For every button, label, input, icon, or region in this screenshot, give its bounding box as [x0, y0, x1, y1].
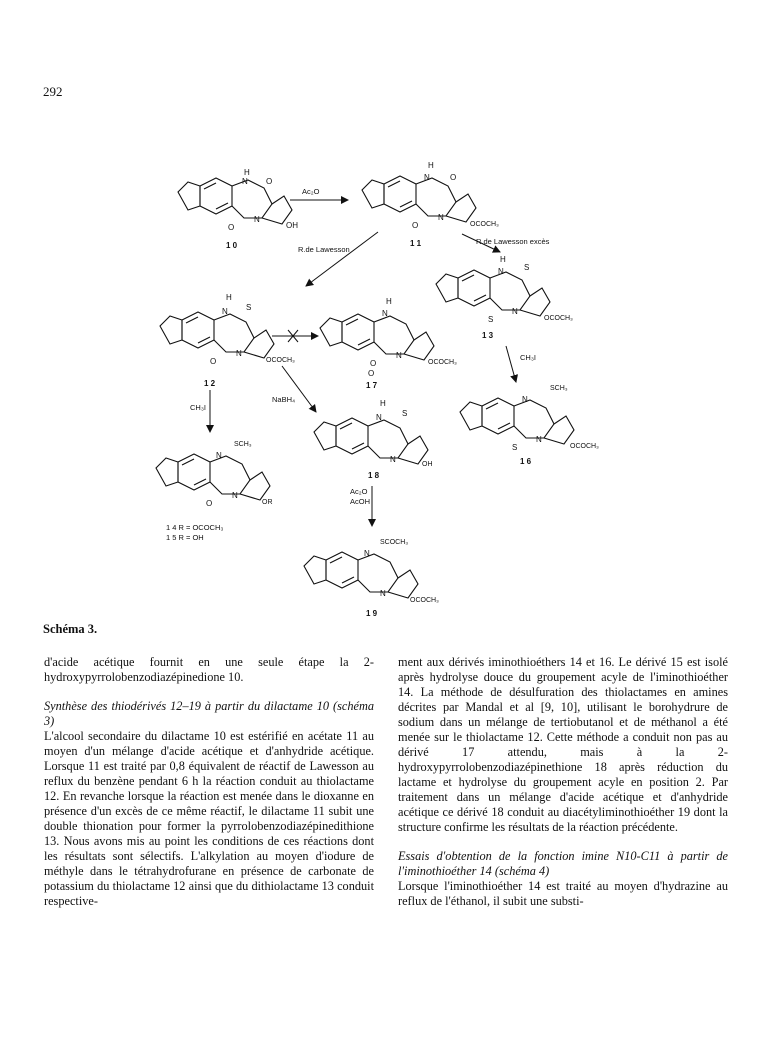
- label-compound-12: 1 2: [204, 379, 216, 388]
- atom-n: N: [424, 173, 430, 182]
- atom-o: O: [266, 177, 273, 186]
- reagent-ch3i-a: CH₃I: [190, 403, 206, 412]
- reagent-ac2o-b: Ac₂O: [350, 487, 368, 496]
- label-compound-18: 1 8: [368, 471, 380, 480]
- atom-o: O: [412, 221, 419, 230]
- paragraph: d'acide acétique fournit en une seule étape la 2-hydroxypyrrolobenzodiazépinedione 10.: [44, 655, 374, 684]
- atom-n: N: [216, 451, 222, 460]
- atom-s: S: [488, 315, 494, 324]
- atom-s: S: [402, 409, 408, 418]
- substituent-sch3: SCH₃: [234, 441, 252, 448]
- right-column: [398, 655, 728, 909]
- label-compound-19: 1 9: [366, 609, 378, 618]
- section-heading: Essais d'obtention de la fonction imine N10-C11 à partir de l'iminothioéther 14 (schéma 4): [398, 849, 728, 878]
- paragraph: ment aux dérivés iminothioéthers 14 et 16. Le dérivé 15 est isolé après hydrolyse douce du groupement acyle de l'iminothioéther 14. La méthode de désulfuration des thiolactames en amines décrites par Mandal et al [9, 10], utilisant le borohydrure de sodium dans un mélange de tertiobutanol et de méthanol a été menée sur le thiolactame 12. Cette méthode a conduit non pas au dérivé 17 attendu, mais à la 2-hydroxypyrrolobenzodiazépinethione 18 après réduction du lactame et hydrolyse du groupement acyle en position 2. Par traitement dans un mélange d'acide acétique et d'anhydride acétique ce dérivé 18 conduit au diacétyliminothioéther 19 dont la structure confirme les résultats de la réaction précédente.: [398, 655, 728, 834]
- atom-n: N: [232, 491, 238, 500]
- atom-n: N: [380, 589, 386, 598]
- substituent-ococh3: OCOCH₃: [544, 315, 573, 322]
- substituent-ococh3: OCOCH₃: [410, 597, 439, 604]
- atom-o: O: [370, 359, 377, 368]
- paragraph: L'alcool secondaire du dilactame 10 est estérifié en acétate 11 au moyen d'un mélange d'acide acétique et d'anhydride acétique. Lorsque 11 est traité par 0,8 équivalent de réactif de Lawesson au reflux du benzène pendant 6 h la réaction conduit au thiolactame 12. En revanche lorsque la réaction est menée dans le dioxanne en présence d'un excès de ce même réactif, le dilactame 11 subit une double thionation pour former la pyrrolobenzodiazépinedithione 13. Nous avons mis au point les conditions de ces réactions dont les résultats sont sélectifs. L'alkylation au moyen d'iodure de méthyle dans le tétrahydrofurane en présence de carbonate de potassium du thiolactame 12 ainsi que du dithiolactame 13 conduit respective-: [44, 729, 374, 908]
- scheme-caption: Schéma 3.: [43, 622, 98, 636]
- atom-h: H: [428, 161, 434, 170]
- substituent-oh: OH: [422, 461, 433, 468]
- page-number: 292: [43, 84, 63, 99]
- substituent-ococh3: OCOCH₃: [428, 359, 457, 366]
- label-compound-11: 1 1: [410, 239, 422, 248]
- atom-n: N: [364, 549, 370, 558]
- label-compound-10: 1 0: [226, 241, 238, 250]
- label-compound-17: 1 7: [366, 381, 378, 390]
- substituent-scoch3: SCOCH₃: [380, 539, 409, 546]
- atom-n: N: [396, 351, 402, 360]
- substituent-ococh3: OCOCH₃: [570, 443, 599, 450]
- atom-h: H: [380, 399, 386, 408]
- atom-h: H: [226, 293, 232, 302]
- substituent-sch3: SCH₃: [550, 385, 568, 392]
- legend-compound-15: 1 5 R = OH: [166, 533, 204, 542]
- reagent-acoh: AcOH: [350, 497, 371, 506]
- reagent-lawesson-excess: R.de Lawesson excès: [476, 237, 550, 246]
- atom-h: H: [500, 255, 506, 264]
- reagent-lawesson: R.de Lawesson: [298, 245, 350, 254]
- substituent-ococh3: OCOCH₃: [266, 357, 295, 364]
- atom-n: N: [254, 215, 260, 224]
- section-heading: Synthèse des thiodérivés 12–19 à partir du dilactame 10 (schéma 3): [44, 699, 374, 728]
- atom-n: N: [536, 435, 542, 444]
- left-column: [44, 655, 374, 909]
- label-compound-13: 1 3: [482, 331, 494, 340]
- atom-n: N: [438, 213, 444, 222]
- atom-n: N: [222, 307, 228, 316]
- atom-o: O: [450, 173, 457, 182]
- atom-n: N: [236, 349, 242, 358]
- atom-o: O: [368, 369, 375, 378]
- atom-o: O: [210, 357, 217, 366]
- atom-h: H: [244, 168, 250, 177]
- atom-n: N: [382, 309, 388, 318]
- atom-h: H: [386, 297, 392, 306]
- reagent-ch3i-b: CH₃I: [520, 353, 536, 362]
- substituent-ococh3: OCOCH₃: [470, 221, 499, 228]
- paragraph: Lorsque l'iminothioéther 14 est traité au moyen d'hydrazine au reflux de l'éthanol, il subit une substi-: [398, 879, 728, 908]
- atom-s: S: [512, 443, 518, 452]
- atom-o: O: [228, 223, 235, 232]
- atom-o: O: [206, 499, 213, 508]
- atom-n: N: [498, 267, 504, 276]
- reagent-nabh4: NaBH₄: [272, 395, 296, 404]
- atom-n: N: [242, 177, 248, 186]
- atom-n: N: [390, 455, 396, 464]
- atom-s: S: [246, 303, 252, 312]
- atom-s: S: [524, 263, 530, 272]
- atom-n: N: [376, 413, 382, 422]
- atom-n: N: [512, 307, 518, 316]
- legend-compound-14: 1 4 R = OCOCH₃: [166, 523, 224, 532]
- reagent-ac2o: Ac₂O: [302, 187, 320, 196]
- atom-n: N: [522, 395, 528, 404]
- substituent-or: OR: [262, 499, 273, 506]
- label-compound-16: 1 6: [520, 457, 532, 466]
- substituent-oh: OH: [286, 221, 298, 230]
